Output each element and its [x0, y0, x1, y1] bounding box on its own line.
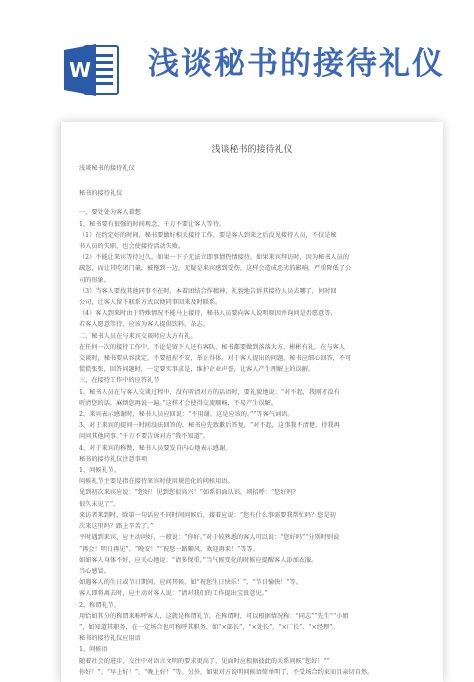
document-line: ”、如知道其职务，在一定场合也可称呼其职务，如“×部长”、“×处长”、“×厂长”、“×经理”。 [79, 623, 339, 631]
svg-text:W: W [68, 58, 92, 82]
document-line: 客人即将离去时，应主动对客人说：“请对我们的工作提出宝贵意见。” [79, 590, 268, 598]
document-line: “再会！明日再见”、“晚安！”“祝您一路顺风，欢迎再来！”等等。 [79, 545, 259, 553]
document-line: 你好！”、“早上好！”、“晚上好！”等。另外，如果对方说明问候语简单明了，不受场合约束而且亲切自然。 [79, 668, 374, 676]
document-line: 2、称谓礼节。 [79, 601, 121, 609]
document-line: 如如客人身体不好，应关心地说：“请多保重。”当气候变化的时候应提醒客人添加衣服。 [79, 556, 318, 564]
document-line: 4、对于来宾的称赞，秘书人员要发自内心地表示感谢。 [79, 444, 232, 452]
document-lines [79, 207, 425, 678]
document-line: （3）当客人要找其他同事不在时，本着团结合作精神，礼貌地告诉其接待人员去哪了，何时回 [79, 287, 337, 295]
document-line: （2）不能让来宾等待过久，如果一下子无法立即事情热情接待。如果来宾拜访时，因为秘书人员的 [79, 254, 349, 262]
document-line: 2、来宾表示感谢时，秘书人员应回说：“不用谢，这是应该的。”“等客气词语。 [79, 411, 294, 419]
document-line: 若客人愿意等待，应该为客人提供饮料、杂志。 [79, 321, 209, 329]
document-line: 交谈时，秘书要从容淡定，不要扭捏不安，举止得体。对于客人提出的问题，秘书应细心回答，不可 [79, 355, 352, 363]
document-line: 三、在接待工作中的应答礼节 [79, 377, 160, 385]
document-line: 听清您的话，麻烦您再说一遍。”这样才会使得交流顺畅，不易产生误解。 [79, 399, 278, 407]
document-line: 问候礼节主要是指在接待来宾时使用规范化的问候用语。 [79, 478, 234, 486]
document-line: 秘书的接待礼仪应用语 [79, 635, 141, 643]
document-line: 疏忽，而让其吃闭门羹，被拖到一边，无疑是来宾感到受伤，这样会造成恶劣的影响，严重降低了公 [79, 265, 352, 273]
document-line: 平时遇到来宾，应主动问好，一般说：“你好。”对于较熟悉的客人可以说：“您好吗”“分别时则说 [79, 534, 340, 542]
document-subtitle: 浅谈秘书的接待礼仪 [79, 165, 135, 172]
document-line: 二、秘书人员在与来宾交谈时应大方有礼。 [79, 332, 197, 340]
document-line: 3、对于来宾的提问一时间没法回答的，秘书应先致歉后答复，“对不起，这事我不清楚，待我再 [79, 422, 340, 430]
document-line: 一、要处处为客人着想 [79, 209, 141, 217]
section-heading: 秘书的接待礼仪 [79, 190, 123, 198]
document-line: 随着社会的进步，交往中对语言文明的要求更高了，见面时应根据彼此的关系问候“您好！”“ [79, 657, 330, 665]
document-line: 1、秘书人员在与客人交谈过程中，没有听清对方的话语时，要礼貌地说：“对不起，我刚才没有 [79, 388, 340, 396]
document-line: 1、秘书要有很强的时间观念，千万不要让客人等待。 [79, 220, 226, 228]
document-line: 来访者来到时，除第一句话应不同时间问候后，接着应说：“您有什么事需要我帮忙吗？您是初 [79, 511, 336, 519]
document-line: 书人员的失职，也会使接待活动失败。 [79, 243, 185, 251]
word-icon [62, 40, 122, 100]
document-line: 如遇客人的生日或节日期间，应问其候，如“祝您生日快乐！”、“节日愉快！”等。 [79, 579, 303, 587]
document-line: 次来这里吗？路上辛苦了。” [79, 523, 154, 531]
document-line: 问问其他同事。”千万不要告诉对方“我不知道”。 [79, 433, 210, 441]
document-line: 很久未见了”。 [79, 500, 120, 508]
document-line: 当心感冒。 [79, 567, 110, 575]
document-line: （4）客人到来时由于特殊情况不能马上接待，秘书人员要向客人说明原因并询问是否愿意等， [79, 310, 337, 318]
document-title: 浅谈秘书的接待礼仪 [211, 145, 293, 155]
document-line: 1、问候语 [79, 646, 108, 654]
document-line: 慌慌张张，回答问题时，一定要实事求是，维护企业声誉，让客人产生理解上的误解。 [79, 366, 315, 374]
document-line: 在任何一次的接待工作中，不论是留下人还有客队，秘书都要做到落落大方，彬彬有礼。在与客人 [79, 343, 346, 351]
document-line: 用恰如其分的称谓来称呼客人，这就是称谓礼节。在称谓时，可以根据情况称：“同志”“先生”“小姐 [79, 612, 349, 620]
document-body [79, 142, 425, 678]
page-title: 浅谈秘书的接待礼仪 [148, 46, 445, 82]
document-page [60, 122, 443, 682]
document-line: （1）在约定好的时间，秘书要做好相关接待工作，要是客人到来之后没见接待人员，不仅是秘 [79, 231, 337, 239]
document-line: 司的形象。 [79, 276, 110, 284]
document-line: 秘书的接待礼仪注意事项 [79, 455, 148, 463]
header-banner [0, 0, 474, 118]
document-line: 见到初次来宾应说：“您好！见到您很高兴！”如系旧面认识，则招呼：“您好吗？ [79, 489, 299, 497]
document-line: 1、问候礼节。 [79, 467, 121, 475]
document-line: 公司，让客人留下联系方式以便同事回来及时联系。 [79, 299, 222, 307]
